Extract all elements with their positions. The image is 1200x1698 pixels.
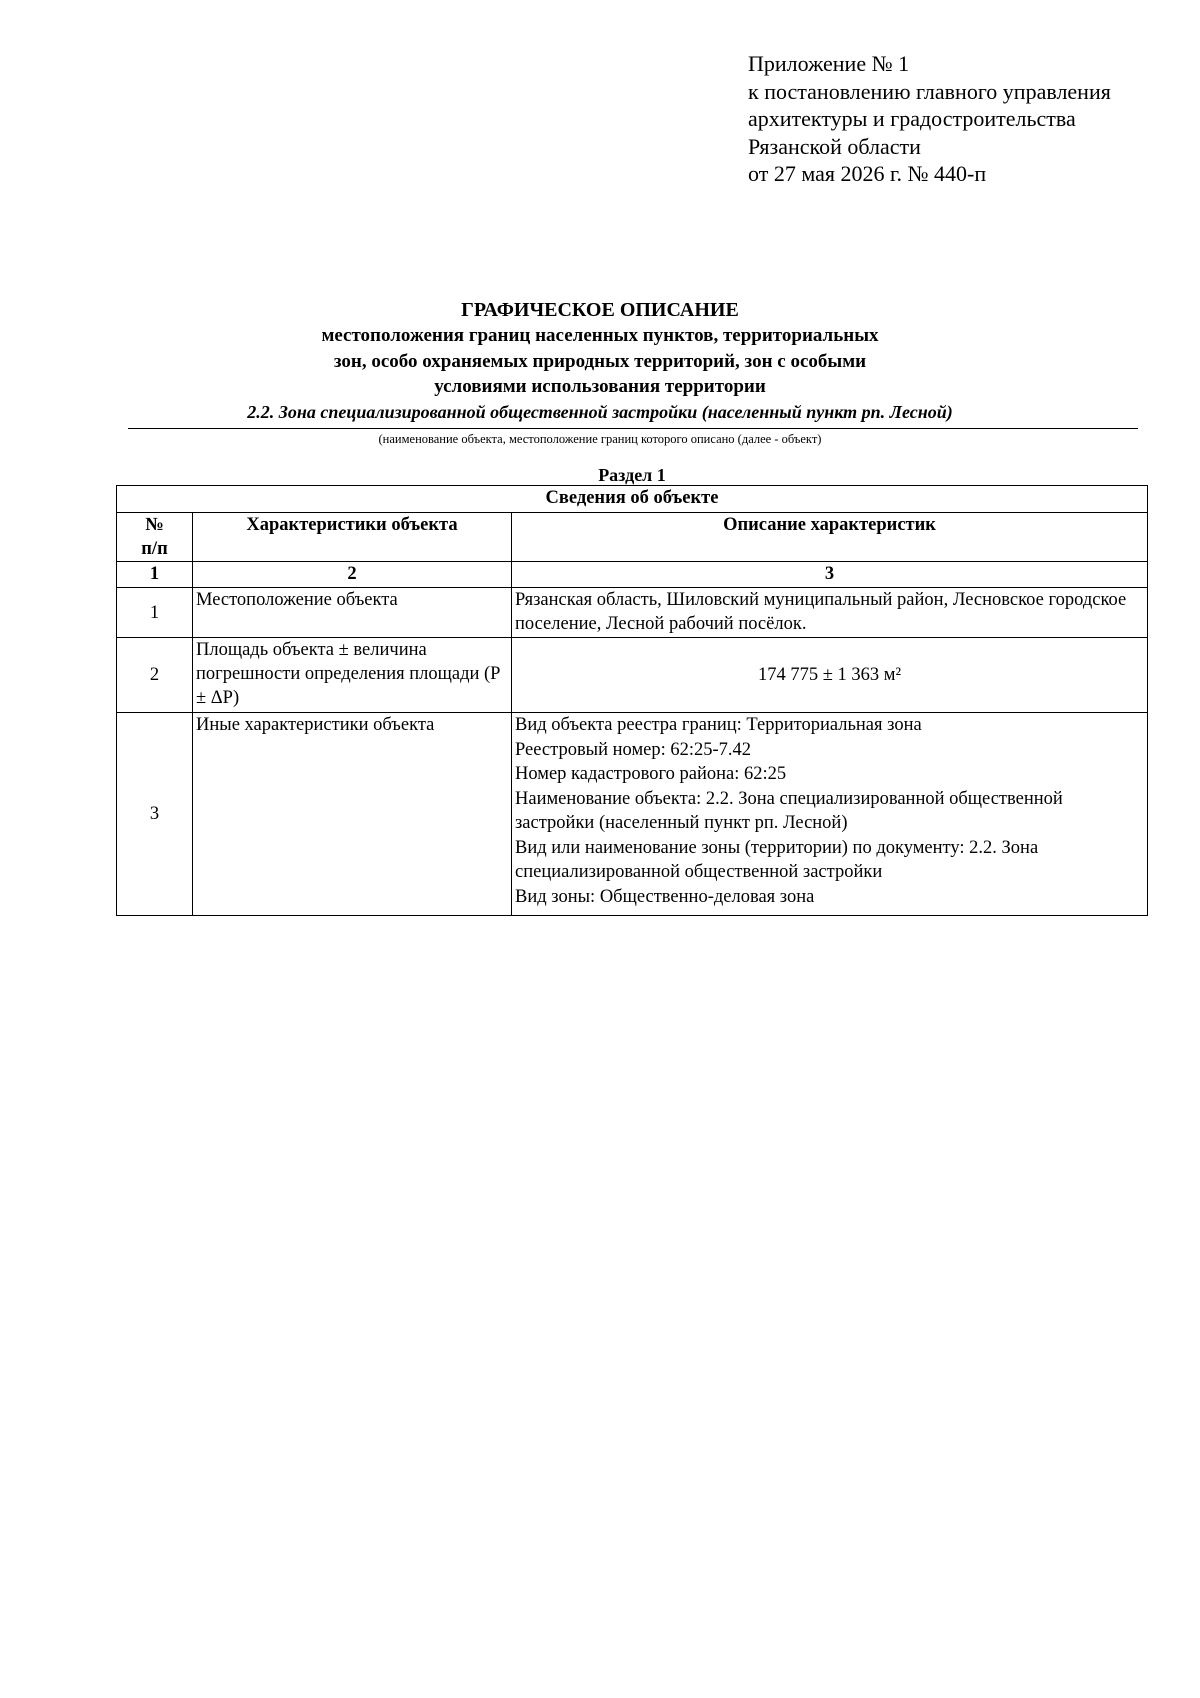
appendix-block (748, 50, 1111, 188)
description-line: Вид объекта реестра границ: Территориальная зона (515, 715, 922, 735)
column-number: 2 (193, 562, 512, 588)
section-title: Раздел 1 (598, 465, 666, 485)
table-header-row (117, 513, 1148, 562)
column-number: 1 (117, 562, 193, 588)
appendix-line: к постановлению главного управления (748, 78, 1111, 104)
column-number: 3 (512, 562, 1148, 588)
description-line: Наименование объекта: 2.2. Зона специализированной общественной застройки (населенный пункт рп. Лесной) (515, 788, 1063, 833)
row-characteristic: Местоположение объекта (193, 588, 512, 638)
description-line: Вид или наименование зоны (территории) по документу: 2.2. Зона специализированной общественной застройки (515, 837, 1039, 882)
row-number: 3 (117, 713, 193, 916)
header-description: Описание характеристик (512, 513, 1148, 562)
header-characteristics: Характеристики объекта (193, 513, 512, 562)
object-info-table (116, 485, 1148, 916)
table-caption: Сведения об объекте (117, 486, 1148, 513)
document-subtitle-line: условиями использования территории (434, 376, 766, 397)
document-title: ГРАФИЧЕСКОЕ ОПИСАНИЕ (461, 299, 739, 321)
object-name-underline (128, 428, 1138, 429)
appendix-line: Приложение № 1 (748, 51, 910, 76)
table-row (117, 588, 1148, 638)
description-line: Реестровый номер: 62:25-7.42 (515, 739, 752, 760)
row-number: 1 (117, 588, 193, 638)
description-line: Вид зоны: Общественно-деловая зона (515, 886, 815, 907)
document-subtitle-line: зон, особо охраняемых природных территорий, зон с особыми (333, 350, 867, 372)
object-name: 2.2. Зона специализированной общественной застройки (населенный пункт рп. Лесной) (247, 401, 953, 422)
row-description (512, 713, 1148, 916)
row-characteristic: Площадь объекта ± величина погрешности определения площади (P ± ΔP) (193, 638, 512, 713)
table-row (117, 713, 1148, 916)
appendix-line: Рязанской области (748, 133, 921, 159)
description-line: Номер кадастрового района: 62:25 (515, 764, 787, 784)
row-description: 174 775 ± 1 363 м² (512, 638, 1148, 713)
object-caption: (наименование объекта, местоположение границ которого описано (далее - объект) (378, 432, 822, 446)
row-number: 2 (117, 638, 193, 713)
header-number: № п/п (117, 513, 193, 562)
table-caption-row (117, 486, 1148, 513)
row-description: Рязанская область, Шиловский муниципальный район, Лесновское городское поселение, Лесной рабочий посёлок. (512, 588, 1148, 638)
row-characteristic: Иные характеристики объекта (193, 713, 512, 916)
appendix-line: архитектуры и градостроительства (748, 106, 1076, 131)
table-row (117, 638, 1148, 713)
appendix-line: от 27 мая 2026 г. № 440-п (748, 161, 987, 186)
title-block (0, 297, 1200, 424)
document-subtitle-line: местоположения границ населенных пунктов, территориальных (321, 325, 879, 346)
column-number-row (117, 562, 1148, 588)
